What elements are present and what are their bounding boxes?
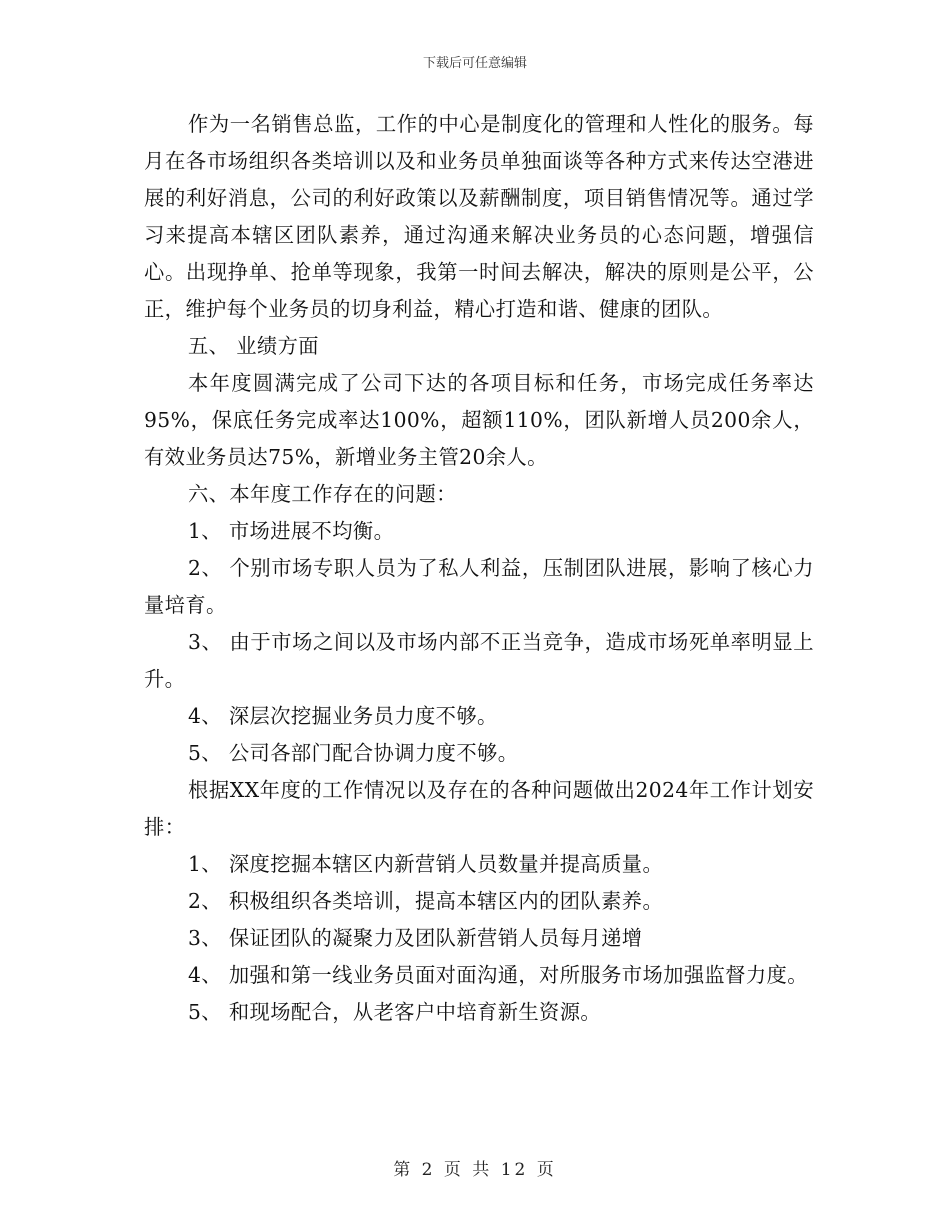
page-header: 下载后可任意编辑 <box>422 56 527 71</box>
list-item-problem-4: 4、 深层次挖掘业务员力度不够。 <box>188 704 498 728</box>
section-heading-performance: 五、 业绩方面 <box>188 334 319 358</box>
list-item-problem-3: 3、 由于市场之间以及市场内部不正当竞争，造成市场死单率明显上升。 <box>144 630 814 691</box>
document-body <box>144 106 814 1031</box>
list-item-plan-1: 1、 深度挖掘本辖区内新营销人员数量并提高质量。 <box>188 852 664 876</box>
list-item-problem-5: 5、 公司各部门配合协调力度不够。 <box>188 741 519 765</box>
list-item-plan-2: 2、 积极组织各类培训，提高本辖区内的团队素养。 <box>188 889 664 913</box>
page-footer: 第 2 页 共 12 页 <box>393 1160 557 1180</box>
section-heading-problems: 六、本年度工作存在的问题： <box>188 482 457 506</box>
paragraph-performance: 本年度圆满完成了公司下达的各项目标和任务，市场完成任务率达95%，保底任务完成率达100%，超额110%，团队新增人员200余人，有效业务员达75%，新增业务主管20余人。 <box>144 371 814 469</box>
list-item-plan-3: 3、 保证团队的凝聚力及团队新营销人员每月递增 <box>188 926 643 950</box>
list-item-problem-1: 1、 市场进展不均衡。 <box>188 519 395 543</box>
paragraph-sales-director: 作为一名销售总监，工作的中心是制度化的管理和人性化的服务。每月在各市场组织各类培训以及和业务员单独面谈等各种方式来传达空港进展的利好消息，公司的利好政策以及薪酬制度，项目销售情况等。通过学习来提高本辖区团队素养，通过沟通来解决业务员的心态问题，增强信心。出现挣单、抢单等现象，我第一时间去解决，解决的原则是公平，公正，维护每个业务员的切身利益，精心打造和谐、健康的团队。 <box>144 112 814 321</box>
list-item-plan-5: 5、 和现场配合，从老客户中培育新生资源。 <box>188 1000 602 1024</box>
list-item-plan-4: 4、 加强和第一线业务员面对面沟通，对所服务市场加强监督力度。 <box>188 963 808 987</box>
list-item-problem-2: 2、 个别市场专职人员为了私人利益，压制团队进展，影响了核心力量培育。 <box>144 556 814 617</box>
paragraph-plan-intro: 根据XX年度的工作情况以及存在的各种问题做出2024年工作计划安排： <box>144 778 814 839</box>
